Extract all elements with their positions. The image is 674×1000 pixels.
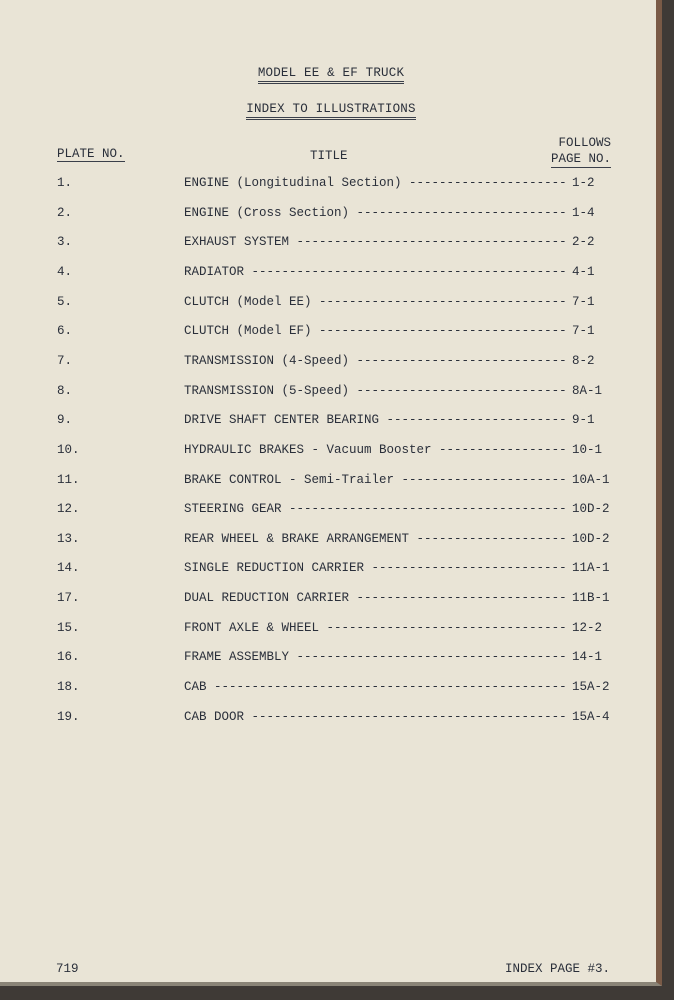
follows-page-number: 12-2 [572, 620, 603, 635]
illustration-title: FRAME ASSEMBLY ----- [184, 650, 568, 664]
column-header-follows: FOLLOWS PAGE NO. [550, 136, 611, 166]
follows-page-number: 2-2 [572, 235, 595, 250]
follows-page-number: 1-2 [572, 176, 595, 190]
plate-number: 11. [57, 472, 80, 487]
table-row [0, 473, 662, 495]
table-row [0, 502, 662, 524]
plate-number: 10. [57, 442, 80, 457]
follows-page-number: 7-1 [572, 324, 595, 339]
footer-number: 719 [56, 962, 79, 976]
table-row [0, 206, 662, 228]
plate-number: 16. [57, 650, 80, 665]
follows-page-number: 15A-2 [572, 680, 610, 695]
plate-number: 14. [57, 561, 80, 576]
illustration-title: CLUTCH (Model EF) ----- [184, 324, 568, 338]
follows-page-number: 4-1 [572, 264, 595, 279]
follows-page-number: 10D-2 [572, 502, 610, 517]
follows-page-number: 10A-1 [572, 472, 610, 487]
plate-number: 4. [57, 264, 73, 279]
table-row [0, 235, 662, 257]
plate-number: 17. [57, 591, 80, 606]
table-row [0, 354, 662, 376]
illustration-title: DRIVE SHAFT CENTER BEARING ----- [184, 413, 568, 427]
follows-page-number: 8-2 [572, 353, 595, 368]
illustration-title: CAB DOOR ----- [184, 710, 568, 724]
follows-page-number: 15A-4 [572, 709, 610, 724]
follows-page-number: 10D-2 [572, 531, 610, 546]
illustration-title: ENGINE (Longitudinal Section) ----- [184, 176, 568, 190]
illustration-title: EXHAUST SYSTEM ----- [184, 235, 568, 249]
follows-page-number: 10-1 [572, 442, 603, 457]
table-row [0, 561, 662, 583]
follows-page-number: 14-1 [572, 650, 603, 665]
table-row [0, 295, 662, 317]
plate-number: 5. [57, 294, 73, 309]
illustration-title: CLUTCH (Model EE) ----- [184, 295, 568, 309]
illustration-title: STEERING GEAR ----- [184, 502, 568, 516]
plate-number: 15. [57, 620, 80, 635]
illustration-title: RADIATOR ----- [184, 265, 568, 279]
illustration-title: ENGINE (Cross Section) ----- [184, 206, 568, 220]
document-title: MODEL EE & EF TRUCK [0, 66, 662, 84]
table-row [0, 443, 662, 465]
plate-number: 9. [57, 413, 73, 428]
table-row [0, 621, 662, 643]
illustration-title: HYDRAULIC BRAKES - Vacuum Booster ----- [184, 443, 568, 457]
plate-number: 19. [57, 709, 80, 724]
table-row [0, 265, 662, 287]
follows-page-number: 11B-1 [572, 591, 610, 606]
illustration-title: FRONT AXLE & WHEEL ----- [184, 621, 568, 635]
follows-page-number: 9-1 [572, 413, 595, 428]
table-row [0, 384, 662, 406]
plate-number: 8. [57, 383, 73, 398]
follows-page-number: 8A-1 [572, 383, 603, 398]
follows-page-number: 11A-1 [572, 561, 610, 576]
plate-number: 3. [57, 235, 73, 250]
plate-number: 1. [57, 176, 73, 190]
footer-page-label: INDEX PAGE #3. [505, 962, 611, 976]
table-row [0, 324, 662, 346]
illustration-title: REAR WHEEL & BRAKE ARRANGEMENT ----- [184, 532, 568, 546]
illustration-title: DUAL REDUCTION CARRIER ----- [184, 591, 568, 605]
table-row [0, 591, 662, 613]
plate-number: 6. [57, 324, 73, 339]
table-row [0, 413, 662, 435]
table-row [0, 650, 662, 672]
follows-page-number: 7-1 [572, 294, 595, 309]
table-row [0, 532, 662, 554]
illustration-title: SINGLE REDUCTION CARRIER ----- [184, 561, 568, 575]
follows-page-number: 1-4 [572, 205, 595, 220]
plate-number: 13. [57, 531, 80, 546]
illustration-title: TRANSMISSION (4-Speed) ----- [184, 354, 568, 368]
illustration-title: CAB ----- [184, 680, 568, 694]
table-row [0, 710, 662, 732]
table-row [0, 176, 662, 198]
table-row [0, 680, 662, 702]
illustration-title: BRAKE CONTROL - Semi-Trailer ----- [184, 473, 568, 487]
column-header-plate: PLATE NO. [57, 147, 125, 161]
column-header-title: TITLE [310, 149, 348, 163]
plate-number: 7. [57, 353, 73, 368]
plate-number: 18. [57, 680, 80, 695]
plate-number: 12. [57, 502, 80, 517]
illustration-title: TRANSMISSION (5-Speed) ----- [184, 384, 568, 398]
document-subtitle: INDEX TO ILLUSTRATIONS [0, 102, 662, 120]
plate-number: 2. [57, 205, 73, 220]
